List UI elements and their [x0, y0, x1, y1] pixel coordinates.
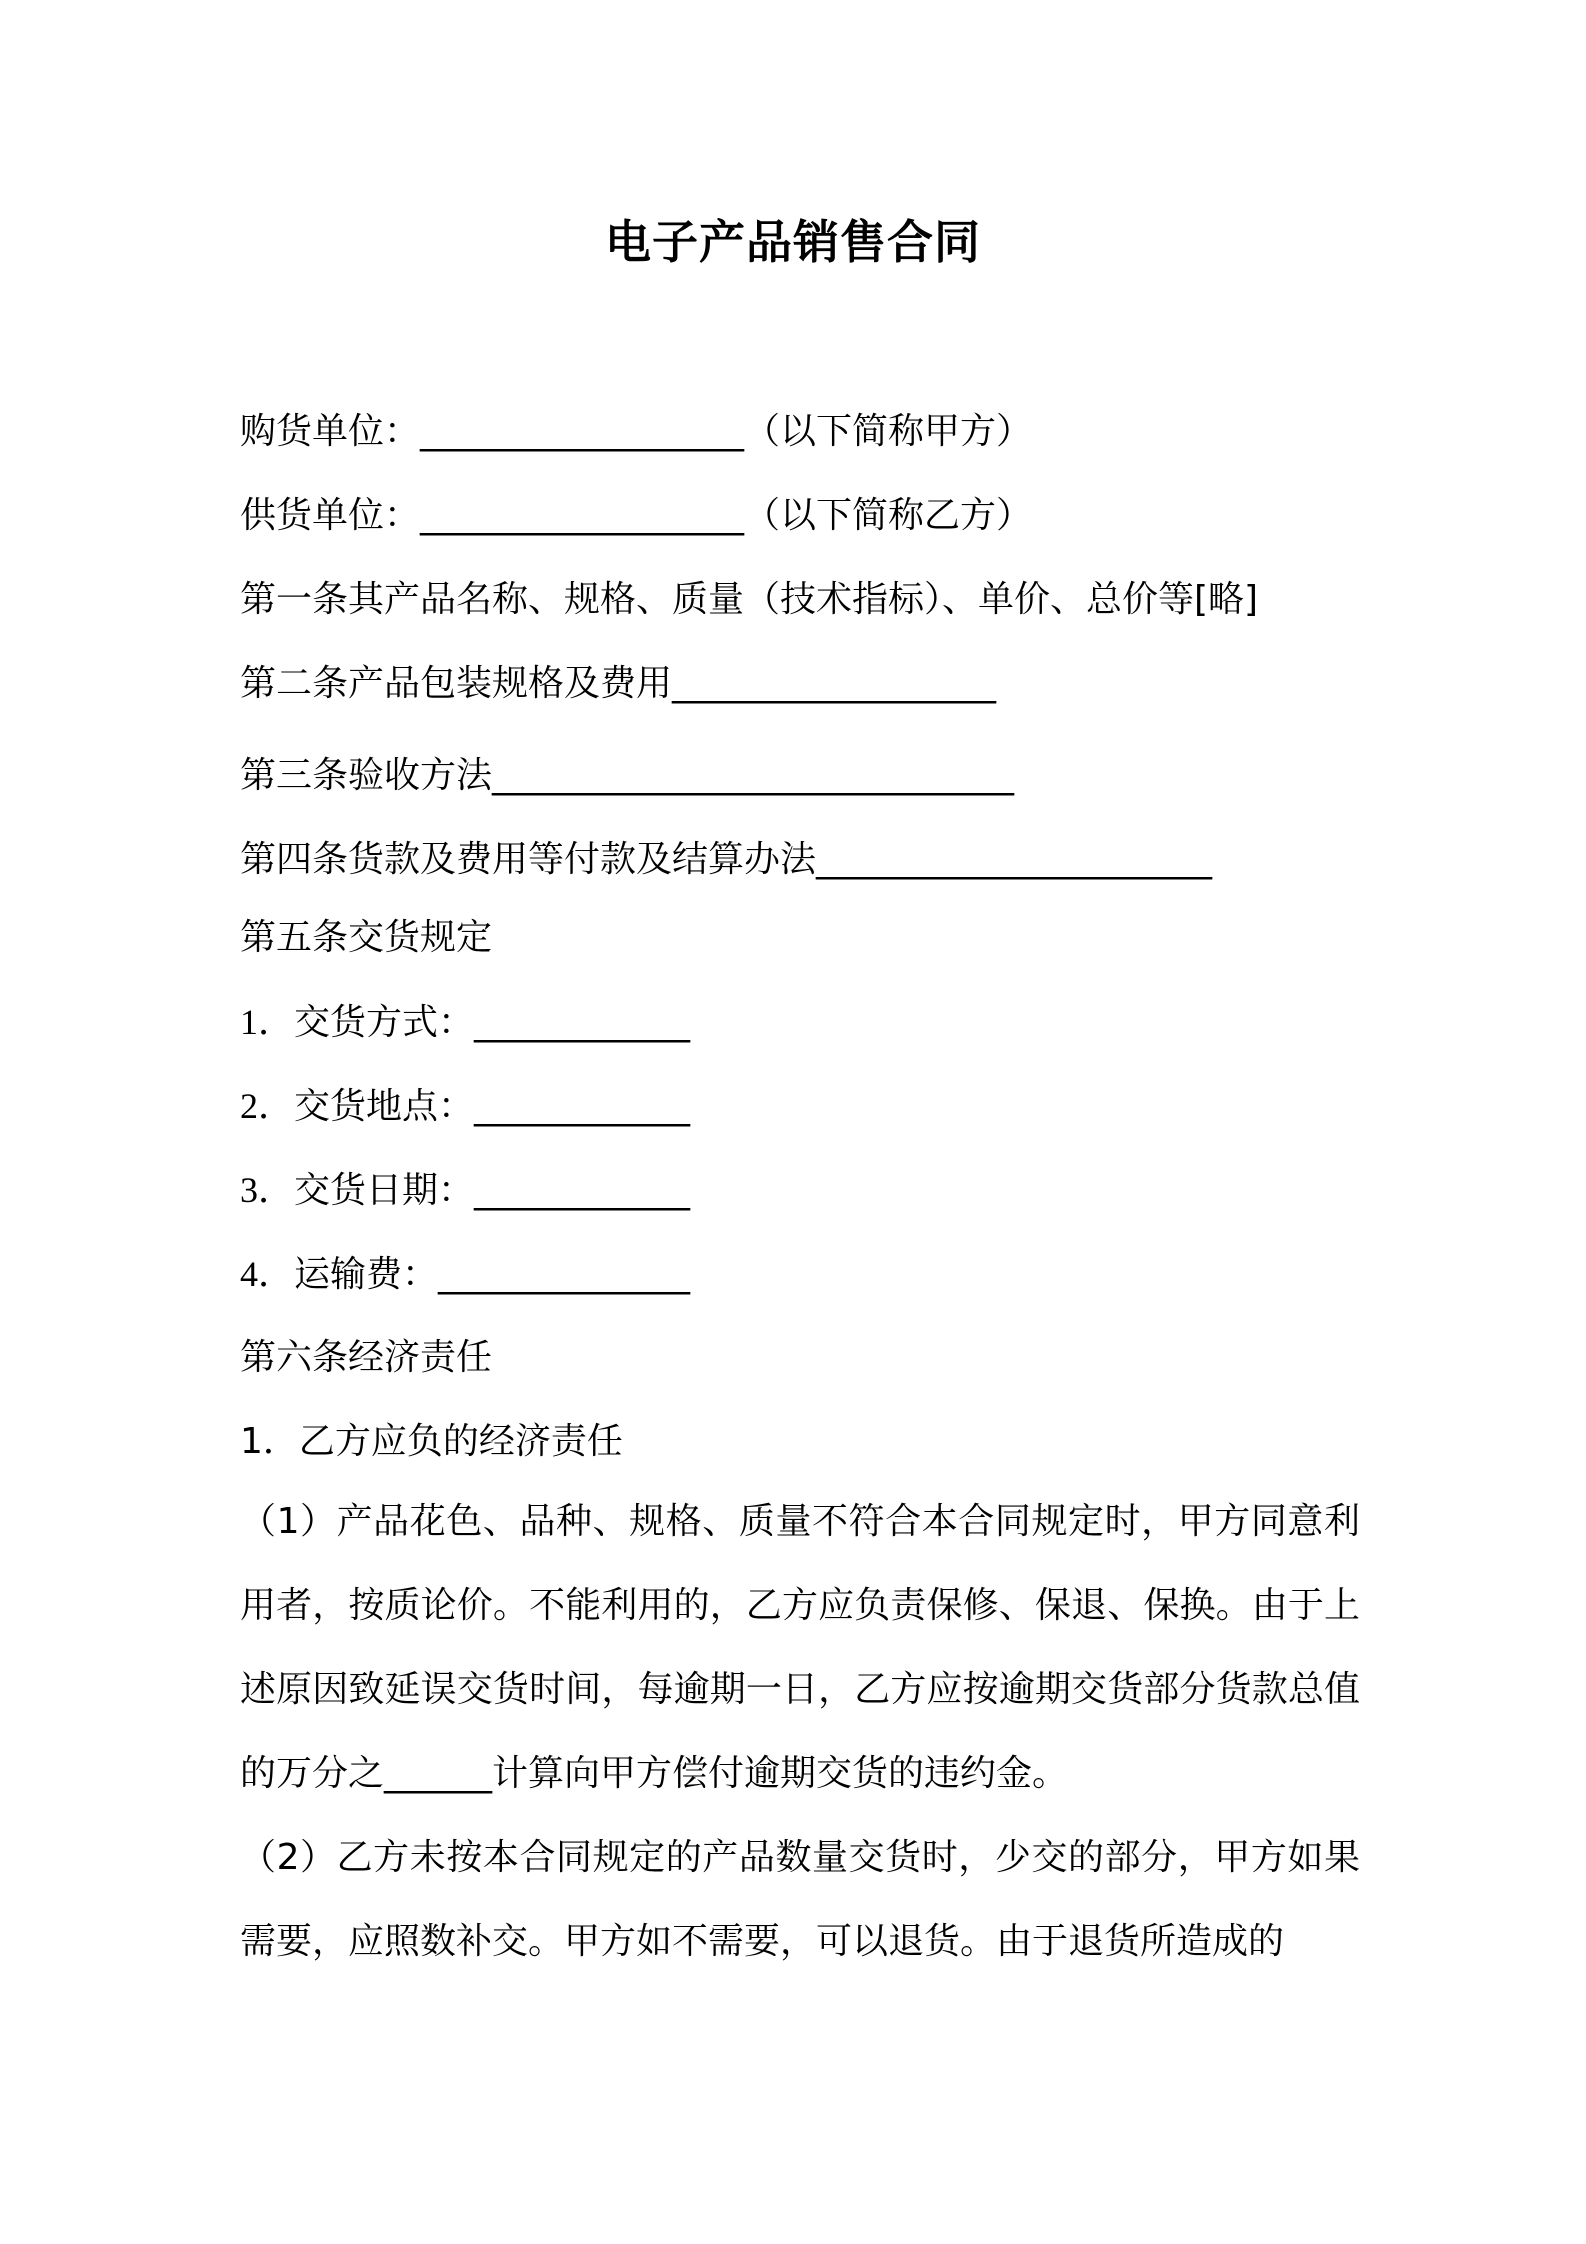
article-4-blank: ______________________ — [816, 839, 1213, 880]
delivery-item-blank: ____________ — [474, 1170, 691, 1211]
article-1: 第一条其产品名称、规格、质量（技术指标）、单价、总价等[略] — [240, 579, 1259, 620]
article-3 — [240, 752, 1014, 800]
delivery-item — [240, 998, 690, 1047]
buyer-suffix: （以下简称甲方） — [744, 411, 1033, 452]
clause-1 — [240, 1480, 1360, 1816]
clause-1-text: （1）产品花色、品种、规格、质量不符合本合同规定时，甲方同意利用者，按质论价。不能利用的，乙方应负责保修、保退、保换。由于上述原因致延误交货时间，每逾期一日，乙方应按逾期交货部分货款总值的万分之 — [240, 1501, 1360, 1794]
article-4 — [240, 836, 1212, 884]
delivery-item-label: 交货方式： — [294, 1002, 475, 1043]
section-1-heading: 1．乙方应负的经济责任 — [240, 1421, 623, 1462]
buyer-blank: __________________ — [420, 411, 745, 452]
article-3-label: 第三条验收方法 — [240, 755, 493, 796]
supplier-line — [240, 492, 1032, 540]
delivery-item — [240, 1250, 690, 1299]
article-6: 第六条经济责任 — [240, 1337, 493, 1378]
article-4-label: 第四条货款及费用等付款及结算办法 — [240, 839, 817, 880]
buyer-line — [240, 408, 1032, 456]
delivery-item-number: 2． — [240, 1086, 295, 1126]
supplier-blank: __________________ — [420, 495, 745, 536]
delivery-item — [240, 1082, 690, 1131]
document-title: 电子产品销售合同 — [605, 215, 981, 269]
clause-2: （2）乙方未按本合同规定的产品数量交货时，少交的部分，甲方如果需要，应照数补交。甲方如不需要，可以退货。由于退货所造成的 — [240, 1837, 1360, 1962]
article-5: 第五条交货规定 — [240, 917, 493, 958]
article-3-blank: _____________________________ — [492, 755, 1015, 796]
article-2-blank: __________________ — [672, 663, 997, 704]
delivery-item-number: 3． — [240, 1170, 295, 1210]
delivery-item-label: 运输费： — [294, 1254, 439, 1295]
supplier-label: 供货单位： — [240, 495, 421, 536]
delivery-item-label: 交货地点： — [294, 1086, 475, 1127]
delivery-item-blank: ______________ — [438, 1254, 691, 1295]
article-2-label: 第二条产品包装规格及费用 — [240, 663, 673, 704]
clause-1-text-end: 计算向甲方偿付逾期交货的违约金。 — [492, 1753, 1069, 1794]
delivery-item-label: 交货日期： — [294, 1170, 475, 1211]
buyer-label: 购货单位： — [240, 411, 421, 452]
delivery-item-number: 4． — [240, 1254, 295, 1294]
clause-1-blank: ______ — [384, 1753, 493, 1794]
supplier-suffix: （以下简称乙方） — [744, 495, 1033, 536]
delivery-item-blank: ____________ — [474, 1002, 691, 1043]
delivery-item-number: 1． — [240, 1002, 295, 1042]
delivery-item — [240, 1166, 690, 1215]
article-2 — [240, 660, 996, 708]
delivery-item-blank: ____________ — [474, 1086, 691, 1127]
